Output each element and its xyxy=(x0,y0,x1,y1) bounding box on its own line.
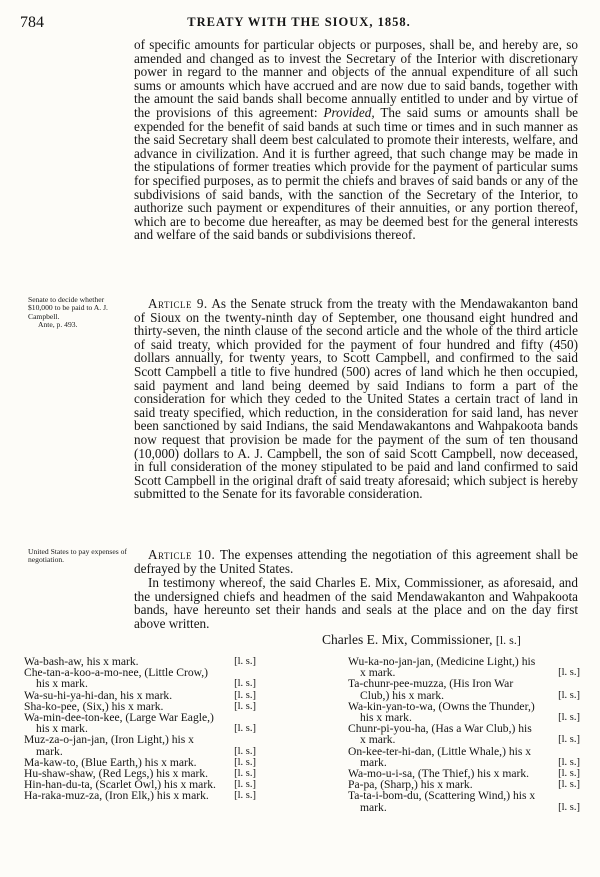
signature-entry: Ta-ta-i-bom-du, (Scattering Wind,) his x mark. [l. s.] xyxy=(348,789,580,814)
signature-entry: Hin-han-du-ta, (Scarlet Owl,) his x mark. [l. s.] xyxy=(24,778,256,792)
seal-mark: [l. s.] xyxy=(234,678,256,690)
commissioner-signature xyxy=(322,632,521,648)
seal-mark: [l. s.] xyxy=(558,756,580,768)
seal-mark: [l. s.] xyxy=(234,723,256,735)
seal-mark: [l. s.] xyxy=(558,779,580,791)
seal-mark: [l. s.] xyxy=(234,689,256,701)
margin-note-campbell xyxy=(28,296,128,330)
signature-entry: Ha-raka-muz-za, (Iron Elk,) his x mark. [l. s.] xyxy=(24,789,256,803)
seal-mark: [l. s.] xyxy=(234,768,256,780)
signatures-left-column xyxy=(24,656,256,802)
signatures-right-column xyxy=(348,656,580,813)
article-label: Article 10. xyxy=(148,547,216,562)
signature-entry: Chunr-pi-you-ha, (Has a War Club,) his x mark. [l. s.] xyxy=(348,722,580,747)
signature-entry: Sha-ko-pee, (Six,) his x mark. [l. s.] xyxy=(24,699,256,713)
signature-entry: Wa-su-hi-ya-hi-dan, his x mark. [l. s.] xyxy=(24,688,256,702)
article-text: As the Senate struck from the treaty with the Mendawakanton band of Sioux on the twenty-ninth day of September, one thousand eight hundred and thirty-seven, the ninth clause of the second article and the whole of the third article of said treaty, which provided for the payment of four hundred and fifty (450) dollars annually, for twenty years, to Scott Campbell, and confirmed to the said Scott Campbell a title to five hundred (500) acres of land which he then occupied, said payment and land being deemed by said Indians to form a part of the consideration for which they ceded to the United States a certain tract of land in said treaty specified, which reduction, in the consideration for said land, has never been sanctioned by said Indians, the said Mendawakantons and Wahpakoota bands now request that provision be made for the payment of the sum of ten thousand (10,000) dollars to A. J. Campbell, the son of said Scott Campbell, now deceased, in full consideration of the money stipulated to be paid and land confirmed to said Scott Campbell in the original draft of said treaty aforesaid; which subject is hereby submitted to the Senate for its favorable consideration. xyxy=(134,296,578,502)
signature-entry: On-kee-ter-hi-dan, (Little Whale,) his x mark. [l. s.] xyxy=(348,744,580,769)
seal-mark: [l. s.] xyxy=(558,801,580,813)
paragraph-continuation xyxy=(134,38,578,242)
paragraph-text: The said sums or amounts shall be expended for the benefit of said bands at such time or times and in such manner as the said Secretary shall deem best calculated to promote their interests, welfare, and advance in civilization. And it is further agreed, that such change may be made in the stipulations of former treaties which provide for the payment of particular sums for specified purposes, as to permit the chiefs and braves of said bands or any of the subdivisions of said bands, with the sanction of the Secretary of the Interior, to authorize such payment or expenditures of their annuities, or any portion thereof, which are to become due hereafter, as may be deemed best for the general interests and welfare of the said bands or subdivisions thereof. xyxy=(134,104,579,243)
signature-entry: Muz-za-o-jan-jan, (Iron Light,) his x mark. [l. s.] xyxy=(24,733,256,758)
seal-mark: [l. s.] xyxy=(234,756,256,768)
paragraph-text: of specific amounts for particular objects or purposes, shall be, and hereby are, so amended and changed as to invest the Secretary of the Interior with discretionary power in regard to the manner and objects of the annual expenditure of all such sums or amounts which have accrued and are now due to said bands, together with the amount the said bands shall become annually entitled to under and by virtue of the provisions of this agreement: xyxy=(134,37,578,120)
signature-entry: Wa-mo-u-i-sa, (The Thief,) his x mark. [l. s.] xyxy=(348,767,580,781)
signature-entry: Che-tan-a-koo-a-mo-nee, (Little Crow,) his x mark. [l. s.] xyxy=(24,666,256,691)
margin-note-text: United States to pay expenses of negotiation. xyxy=(28,547,127,565)
seal-mark: [l. s.] xyxy=(558,689,580,701)
margin-note-expenses xyxy=(28,548,128,565)
margin-note-reference: Ante, p. 493. xyxy=(38,320,78,330)
seal-mark: [l. s.] xyxy=(495,633,521,647)
proviso-word: Provided, xyxy=(323,104,375,120)
seal-mark: [l. s.] xyxy=(234,790,256,802)
seal-mark: [l. s.] xyxy=(234,779,256,791)
testimony-paragraph: In testimony whereof, the said Charles E. Mix, Commissioner, as aforesaid, and the undersigned chiefs and headmen of the said Mendawakanton and Wahpakoota bands, have hereunto set their hands and seals at the place and on the day first above written. xyxy=(134,575,578,631)
commissioner-name: Charles E. Mix, Commissioner, xyxy=(322,632,493,647)
article-text: The expenses attending the negotiation of this agreement shall be defrayed by the United States. xyxy=(134,547,578,576)
article-9 xyxy=(134,297,578,501)
signature-entry: Hu-shaw-shaw, (Red Legs,) his x mark. [l. s.] xyxy=(24,767,256,781)
signature-entry: Wa-min-dee-ton-kee, (Large War Eagle,) his x mark. [l. s.] xyxy=(24,711,256,736)
page-number: 784 xyxy=(20,14,44,31)
seal-mark: [l. s.] xyxy=(234,745,256,757)
signature-entry: Wu-ka-no-jan-jan, (Medicine Light,) his x mark. [l. s.] xyxy=(348,655,580,680)
signature-entry: Pa-pa, (Sharp,) his x mark. [l. s.] xyxy=(348,778,580,792)
seal-mark: [l. s.] xyxy=(558,667,580,679)
article-10 xyxy=(134,548,578,575)
running-head: TREATY WITH THE SIOUX, 1858. xyxy=(187,15,411,29)
article-label: Article 9. xyxy=(148,296,208,311)
seal-mark: [l. s.] xyxy=(234,656,256,667)
signature-entry: Wa-kin-yan-to-wa, (Owns the Thunder,) his x mark. [l. s.] xyxy=(348,699,580,725)
page-header xyxy=(20,14,578,34)
seal-mark: [l. s.] xyxy=(558,712,580,724)
seal-mark: [l. s.] xyxy=(558,768,580,780)
signature-entry: Wa-bash-aw, his x mark. [l. s.] xyxy=(24,655,256,668)
seal-mark: [l. s.] xyxy=(558,734,580,746)
signature-entry: Ma-kaw-to, (Blue Earth,) his x mark. [l. s.] xyxy=(24,755,256,769)
seal-mark: [l. s.] xyxy=(234,700,256,712)
margin-note-text: Senate to decide whether $10,000 to be paid to A. J. Campbell. xyxy=(28,295,108,321)
signature-entry: Ta-chunr-pee-muzza, (His Iron War Club,) his x mark. [l. s.] xyxy=(348,677,580,702)
